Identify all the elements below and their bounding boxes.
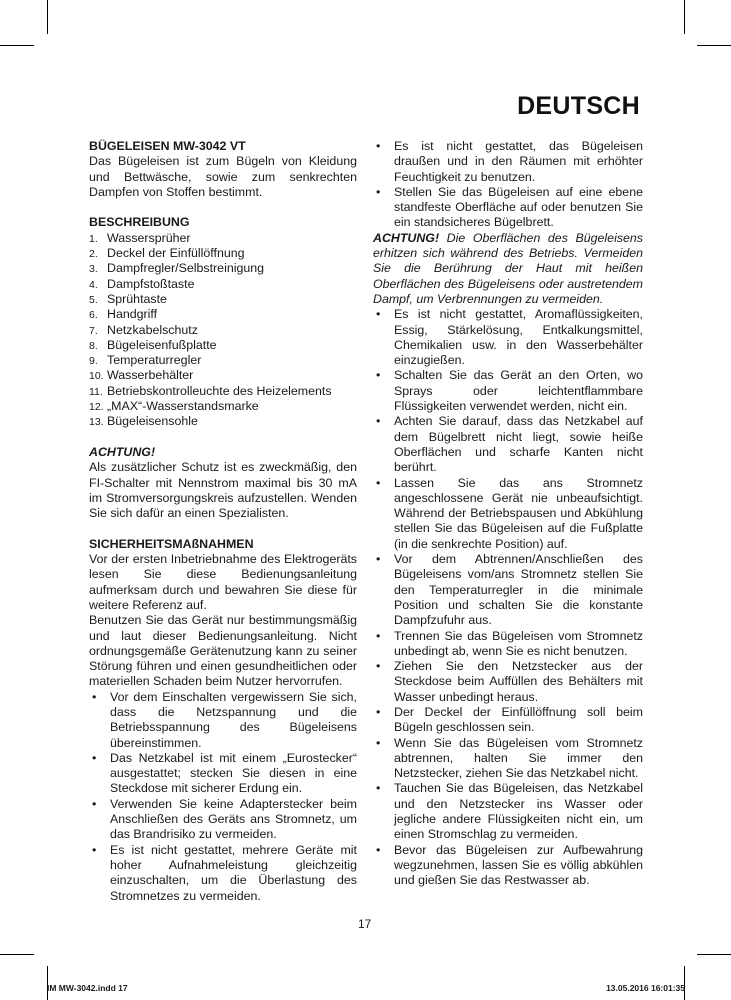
list-item: 12. „MAX“-Wasserstandsmarke [89,399,259,414]
list-item: • Wenn Sie das Bügeleisen vom Stromnetz abtrennen, halten Sie immer den Netzstecker, ziehen Sie das Netzkabel nicht. [373,736,643,782]
footer-timestamp: 13.05.2016 16:01:35 [606,983,685,993]
list-item: • Es ist nicht gestattet, Aromaflüssigkeiten, Essig, Stärkelösung, Entkalkungsmittel, Chemikalien usw. in den Wasserbehälter einzugießen. [373,307,643,368]
list-item: 13. Bügeleisensohle [89,414,198,429]
crop-mark [697,954,731,955]
list-item: 4. Dampfstoßtaste [89,276,195,291]
list-item: • Trennen Sie das Bügeleisen vom Stromnetz unbedingt ab, wenn Sie es nicht benutzen. [373,629,643,660]
list-item: 7. Netzkabelschutz [89,322,198,337]
warning-paragraph [373,231,643,307]
list-item: • Das Netzkabel ist mit einem „Eurostecker“ ausgestattet; stecken Sie diesen in eine Steckdose mit sicherer Erdung ein. [89,751,357,797]
safety-heading: SICHERHEITSMAßNAHMEN [89,536,254,551]
list-item: • Ziehen Sie den Netzstecker aus der Steckdose beim Auffüllen des Behälters mit Wasser unbedingt heraus. [373,659,643,705]
crop-mark [684,0,685,34]
list-item: 10. Wasserbehälter [89,368,194,383]
list-item: • Bevor das Bügeleisen zur Aufbewahrung wegzunehmen, lassen Sie es völlig abkühlen und gießen Sie das Restwasser ab. [373,843,643,889]
safety-paragraph: Benutzen Sie das Gerät nur bestimmungsmäßig und laut dieser Bedienungsanleitung. Nicht ordnungsgemäße Gerätenutzung kann zu seiner Störung führen und einen gesundheitlichen oder materiellen Schaden beim Nutzer hervorrufen. [89,613,357,689]
crop-mark [47,0,48,34]
list-item: 5. Sprühtaste [89,291,167,306]
crop-mark [0,954,34,955]
caution-heading: ACHTUNG! [89,444,156,459]
list-item: 8. Bügeleisenfußplatte [89,337,217,352]
list-item: • Der Deckel der Einfüllöffnung soll beim Bügeln geschlossen sein. [373,705,643,736]
description-heading: BESCHREIBUNG [89,215,190,230]
product-title: BÜGELEISEN MW-3042 VT [89,139,246,153]
description-list [89,231,357,430]
list-item: • Verwenden Sie keine Adapterstecker beim Anschließen des Geräts ans Stromnetz, um das Brandrisiko zu vermeiden. [89,797,357,843]
list-item: • Schalten Sie das Gerät an den Orten, wo Sprays oder leichtentflammbare Flüssigkeiten verwendet werden, nicht ein. [373,368,643,414]
list-item: 3. Dampfregler/Selbstreinigung [89,261,265,276]
list-item: • Tauchen Sie das Bügeleisen, das Netzkabel und den Netzstecker ins Wasser oder jegliche andere Flüssigkeiten nicht ein, um einen Stromschlag zu vermeiden. [373,781,643,842]
page-number: 17 [358,917,372,931]
safety-bullet-list [373,139,643,231]
warning-text: Die Oberflächen des Bügeleisens erhitzen sich während des Betriebs. Vermeiden Sie die Berührung der Haut mit heißen Oberflächen des Bügeleisens oder austretendem Dampf, um Verbrennungen zu vermeiden. [373,230,643,306]
list-item: • Es ist nicht gestattet, mehrere Geräte mit hoher Aufnahmeleistung gleichzeitig einzuschalten, um die Überlastung des Stromnetzes zu vermeiden. [89,843,357,904]
list-item: 2. Deckel der Einfüllöffnung [89,246,245,261]
list-item: • Stellen Sie das Bügeleisen auf eine ebene standfeste Oberfläche auf oder benutzen Sie ein standsicheres Bügelbrett. [373,185,643,231]
list-item: 9. Temperaturregler [89,353,202,368]
intro-paragraph: Das Bügeleisen ist zum Bügeln von Kleidung und Bettwäsche, sowie zum senkrechten Dampfen von Stoffen bestimmt. [89,154,357,199]
list-item: • Lassen Sie das ans Stromnetz angeschlossene Gerät nie unbeaufsichtigt. Während der Betriebspausen und Abkühlung stellen Sie das Bügeleisen auf die Fußplatte (in die senkrechte Position) auf. [373,476,643,552]
list-item: 11. Betriebskontrolleuchte des Heizelements [89,383,332,398]
list-item: • Vor dem Einschalten vergewissern Sie sich, dass die Netzspannung und die Betriebsspannung des Bügeleisens übereinstimmen. [89,690,357,751]
safety-bullet-list [89,690,357,904]
left-column [89,139,357,904]
caution-paragraph: Als zusätzlicher Schutz ist es zweckmäßig, den FI-Schalter mit Nennstrom maximal bis 30 mA im Stromversorgungskreis aufzustellen. Wenden Sie sich dafür an einen Spezialisten. [89,460,357,521]
list-item: • Achten Sie darauf, dass das Netzkabel auf dem Bügelbrett nicht liegt, sowie heiße Oberflächen und scharfe Kanten nicht berührt. [373,414,643,475]
warning-label: ACHTUNG! [373,230,440,245]
safety-bullet-list [373,307,643,888]
list-item: • Vor dem Abtrennen/Anschließen des Bügeleisens vom/ans Stromnetz stellen Sie den Temperaturregler in die minimale Position und schalten Sie die konstante Dampfzufuhr aus. [373,552,643,628]
safety-paragraph: Vor der ersten Inbetriebnahme des Elektrogeräts lesen Sie diese Bedienungsanleitung aufmerksam durch und bewahren Sie diese für weitere Referenz auf. [89,552,357,612]
list-item: 1. Wassersprüher [89,230,191,245]
crop-mark [0,45,34,46]
list-item: 6. Handgriff [89,307,158,322]
footer-file: IM MW-3042.indd 17 [47,983,128,993]
right-column [373,139,643,889]
list-item: • Es ist nicht gestattet, das Bügeleisen draußen und in den Räumen mit erhöhter Feuchtigkeit zu benutzen. [373,139,643,185]
language-heading: DEUTSCH [517,92,640,120]
crop-mark [697,45,731,46]
